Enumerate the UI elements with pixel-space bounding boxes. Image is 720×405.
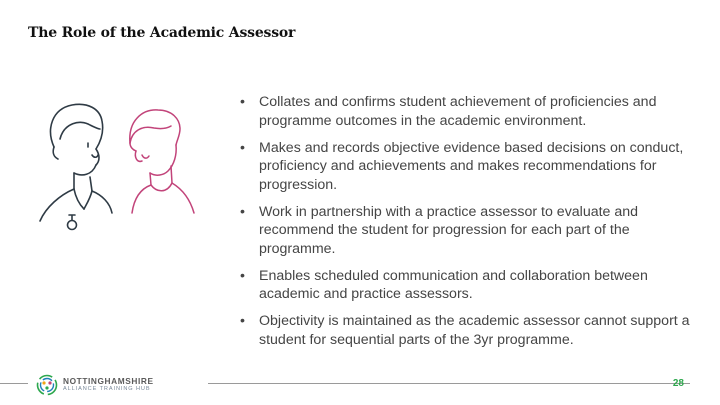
logo-subtitle: ALLIANCE TRAINING HUB (63, 386, 151, 393)
page-number: 28 (672, 378, 684, 389)
slide-title: The Role of the Academic Assessor (28, 25, 296, 41)
bullet-item: • Enables scheduled communication and collaboration between academic and practice assessors. (240, 267, 690, 304)
footer-divider (208, 383, 690, 384)
bullet-item: • Makes and records objective evidence based decisions on conduct, proficiency and achievements and makes recommendations for progression. (240, 139, 690, 195)
logo-mark-icon (36, 374, 58, 396)
bullet-item: • Work in partnership with a practice assessor to evaluate and recommend the student for progression for each part of the programme. (240, 203, 690, 259)
two-people-icon (30, 95, 200, 245)
bullet-item: • Collates and confirms student achievement of proficiencies and programme outcomes in the academic environment. (240, 93, 690, 130)
logo-name: NOTTINGHAMSHIRE (63, 376, 154, 387)
footer-divider (0, 383, 28, 384)
right-person-icon (130, 110, 194, 213)
left-person-icon (40, 104, 112, 229)
bullet-list (240, 93, 690, 358)
bullet-item: • Objectivity is maintained as the academic assessor cannot support a student for sequential parts of the 3yr programme. (240, 312, 690, 349)
footer-logo (36, 373, 154, 397)
